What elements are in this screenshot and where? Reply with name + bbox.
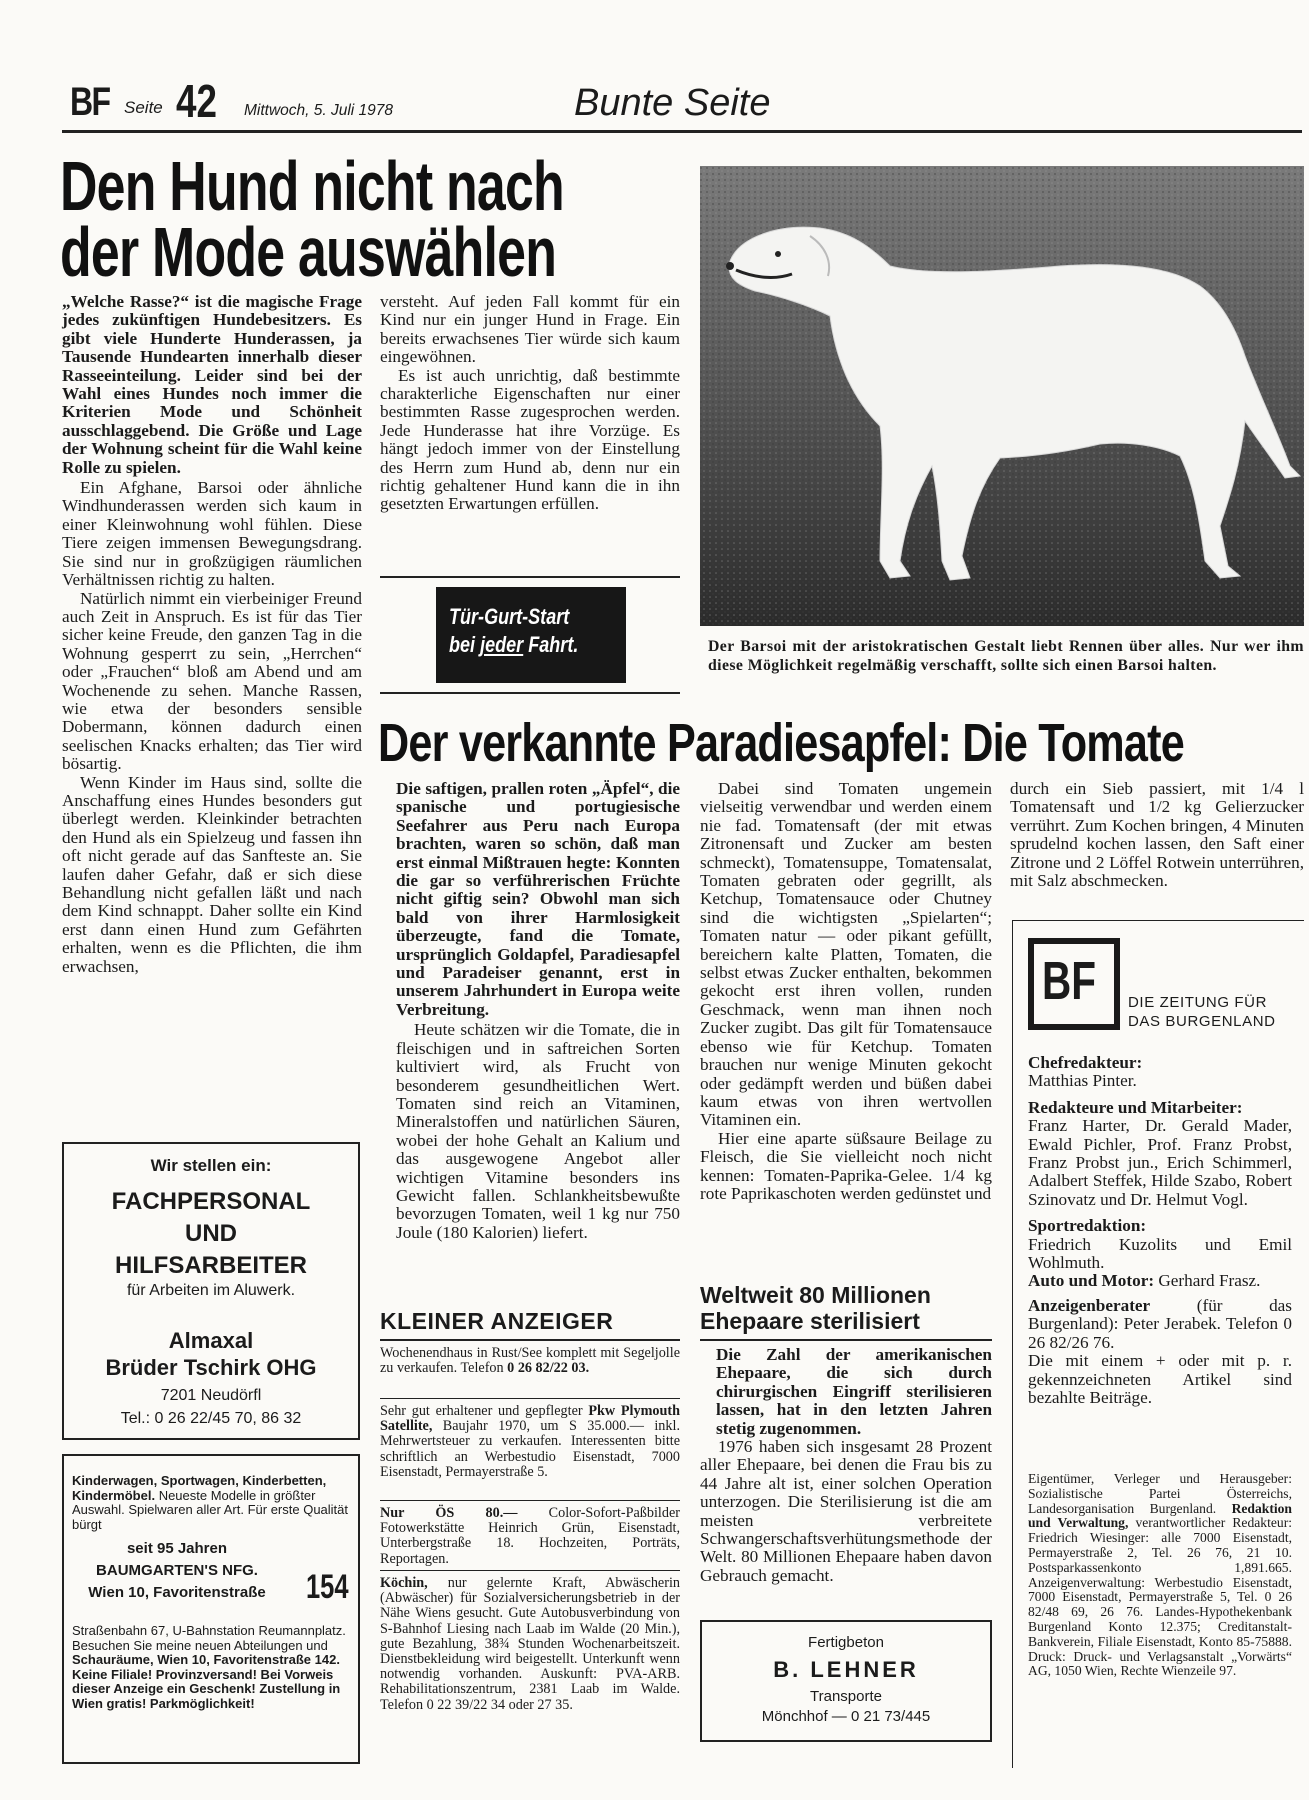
impressum-chief [1028, 1054, 1292, 1072]
article-dog-paragraph: Es ist auch unrichtig, daß bestimmte charakterliche Eigenschaften nur einer bestimmten Rasse zugesprochen werden. Jede Hunderasse hat ihre Vorzüge. Es hängt jedoch immer von der Einstellung des Herrn zum Hund ab, denn nur ein richtig gehaltener Hund kann die in ihn gesetzten Erwartungen erfüllen. [380, 365, 680, 514]
impressum-publisher [1028, 1472, 1292, 1679]
impressum-label: Auto und Motor: [1028, 1271, 1155, 1291]
job-ad-company: Brüder Tschirk OHG [105, 1355, 317, 1380]
classifieds-title: KLEINER ANZEIGER [380, 1308, 614, 1334]
impressum-logo: BF [1042, 951, 1096, 1011]
article-dog-paragraph: versteht. Auf jeden Fall kommt für ein Kind nur ein junger Hund in Frage. Ein bereits erwachsenes Tier würde sich kaum eingewöhnen. [380, 292, 680, 367]
article-tomato-lead: Die saftigen, prallen roten „Äpfel“, die spanische und portugiesische Seefahrer aus Peru nach Europa brachten, waren so schön, daß man erst einmal Mißtrauen hegte: Konnten die gar so verführerischen Früchte nicht giftig sein? Obwohl man sich bald von ihrer Harmlosigkeit überzeugte, fand die Tomate, ursprünglich Goldapfel, Paradiesapfel und Paradeiser genannt, erst in unserem Jahrhundert in Europa weite Verbreitung. [396, 779, 680, 1019]
impressum-note: Die mit einem + oder mit p. r. gekennzeichneten Artikel sind bezahlte Beiträge. [1028, 1351, 1292, 1407]
headline-tomato: Der verkannte Paradiesapfel: Die Tomate [378, 713, 1184, 773]
job-ad-line1: FACHPERSONAL [111, 1188, 311, 1215]
classified-item [380, 1576, 680, 1713]
headline-dog-line2: der Mode auswählen [60, 213, 557, 291]
article-tomato-col3 [1010, 780, 1304, 890]
impressum-label: Chefredakteur: [1028, 1053, 1143, 1072]
lehner-name: B. LEHNER [773, 1657, 919, 1682]
baumgarten-number: 154 [306, 1568, 349, 1606]
impressum-staff-names: Franz Harter, Dr. Gerald Mader, Ewald Pichler, Prof. Franz Probst, Franz Probst jun., Erich Schimmerl, Adalbert Steffek, Hilde Szabo, Robert Szinovatz und Dr. Helmut Vogl. [1028, 1116, 1292, 1209]
section-title: Bunte Seite [574, 82, 771, 124]
article-sterilisation-paragraph: 1976 haben sich insgesamt 28 Prozent aller Ehepaare, bei denen die Frau bis zu 44 Jahre alt ist, einer solchen Operation unterzogen. Die Sterilisierung ist die am meisten verbreitete Schwangerschaftsverhütungsmethode der Welt. 80 Millionen Ehepaare haben davon Gebrauch gemacht. [700, 1437, 992, 1585]
job-ad-city: 7201 Neudörfl [160, 1387, 262, 1404]
lehner-line1: Fertigbeton [808, 1634, 884, 1651]
page-number: 42 [176, 75, 217, 127]
header-rule [62, 130, 1302, 133]
classifieds-rule [380, 1398, 680, 1399]
baumgarten-since: seit 95 Jahren [126, 1540, 228, 1557]
article-dog-paragraph: Wenn Kinder im Haus sind, sollte die Anschaffung eines Hundes besonders gut überlegt werden. Kleinkinder betrachten den Hund als ein Spielzeug und fassen ihn oft nicht gerade auf das Sanfteste an. Sie laufen daher Gefahr, daß er sich diese Behandlung nicht gefallen läßt und nach dem Kind schnappt. Daher sollte ein Kind erst dann einen Hund zum Gefährten erhalten, wenn es die Pflichten, die ihm erwachsen, [62, 772, 362, 976]
photo-caption: Der Barsoi mit der aristokratischen Gestalt liebt Rennen über alles. Nur wer ihm diese Möglichkeit regelmäßig verschafft, sollte sich einen Barsoi halten. [708, 638, 1304, 674]
impressum-ads [1028, 1297, 1292, 1352]
article-tomato-paragraph: durch ein Sieb passiert, mit 1/4 l Tomatensaft und 1/2 kg Gelierzucker verrührt. Zum Kochen bringen, 4 Minuten sprudelnd kochen lassen, den Saft einer Zitrone und 2 Löffel Rotwein unterrühren, mit Salz abschmecken. [1010, 779, 1304, 891]
article-dog-col2 [380, 293, 680, 514]
issue-date: Mittwoch, 5. Juli 1978 [244, 102, 394, 119]
classified-text: Sehr gut erhaltener und gepflegter [380, 1403, 589, 1419]
impressum-sport [1028, 1217, 1292, 1235]
impressum-label: Sportredaktion: [1028, 1216, 1147, 1236]
classified-item [380, 1506, 680, 1567]
lehner-contact: Mönchhof — 0 21 73/445 [761, 1708, 931, 1725]
article-dog-paragraph: Natürlich nimmt ein vierbeiniger Freund auch Zeit in Anspruch. Es ist für das Tier sicher keine Freude, den ganzen Tag in die Wohnung gesperrt zu sein, „Herrchen“ oder „Frauchen“ bloß am Abend und am Wochenende zu sehen. Manche Rassen, wie etwa der besonders sensible Dobermann, können dadurch einen seelischen Knacks erhalten; das Tier wird bösartig. [62, 588, 362, 774]
impressum-tagline: DAS BURGENLAND [1128, 1013, 1276, 1030]
article-tomato-paragraph: Hier eine aparte süßsaure Beilage zu Fleisch, die Sie vielleicht noch nicht kennen: Tomaten-Paprika-Gelee. 1/4 kg rote Paprikaschoten werden gedünstet und [700, 1128, 992, 1203]
job-ad-phone: Tel.: 0 26 22/45 70, 86 32 [120, 1410, 302, 1427]
classified-bold: Köchin, [380, 1575, 428, 1591]
impressum-text [1028, 1054, 1292, 1407]
article-dog-lead: „Welche Rasse?“ ist die magische Frage jedes zukünftigen Hundebesitzers. Es gibt viele Hunderte Hunderassen, ja Tausende Hundearten innerhalb dieser Rasseeinteilung. Leider sind bei der Wahl eines Hundes noch immer die Kriterien Mode und Schönheit ausschlaggebend. Die Größe und Lage der Wohnung scheint für die Wahl keine Rolle zu spielen. [62, 292, 362, 477]
classifieds-rule [380, 1339, 680, 1341]
masthead-logo: BF [70, 80, 110, 124]
classifieds-rule [380, 1570, 680, 1571]
job-ad-line3: HILFSARBEITER [115, 1252, 307, 1279]
column-rule [700, 1339, 992, 1341]
classified-text: nur gelernte Kraft, Abwäscherin (Abwäscher) für Sozialversicherungsbetrieb in der Nähe Wiens gesucht. Gute Autobusverbindung von S-Bahnhof Liesing nach Laab im Walde (20 Min.), gute Bezahlung, 38¾ Stunden Wochenarbeitszeit. Dienstbekleidung wird beigestellt. Unterkunft wenn notwendig vorhanden. Auskunft: PVA-ARB. Rehabilitationszentrum, 2381 Laab im Walde. Telefon 0 22 39/22 34 oder 27 35. [380, 1575, 680, 1713]
classified-bold: Pkw Plymouth Satellite, [380, 1403, 680, 1435]
job-ad-line2: UND [185, 1220, 237, 1247]
article-tomato-paragraph: Heute schätzen wir die Tomate, die in fleischigen und in saftreichen Sorten kultiviert wird, als Frucht von besonderem gesundheitlichen Wert. Tomaten sind reich an Vitaminen, Mineralstoffen und natürlichen Säuren, wobei der hohe Gehalt an Kalium und das ausgewogene Angebot aller wichtigen Vitamine besonders ins Gewicht fallen. Schlankheitsbewußte bevorzugen Tomaten, weil 1 kg nur 750 Joule (180 Kalorien) liefert. [396, 1020, 680, 1242]
job-ad-intro: Wir stellen ein: [150, 1156, 272, 1175]
job-ad-company: Almaxal [168, 1328, 254, 1353]
article-dog-paragraph: Ein Afghane, Barsoi oder ähnliche Windhunderassen werden sich kaum in einer Kleinwohnung wohl fühlen. Diese Tiere zeigen immensen Bewegungsdrang. Sie sind nur in großzügigen räumlichen Verhältnissen richtig zu halten. [62, 478, 362, 590]
job-ad-sub: für Arbeiten im Aluwerk. [126, 1282, 296, 1299]
headline-sterilisation-line1: Weltweit 80 Millionen [700, 1282, 931, 1308]
baumgarten-body-bold: Schauräume, Wien 10, Favoritenstraße 142. Keine Filiale! Provinzversand! Bei Vorweis dieser Anzeige ein Geschenk! Zustellung in Wien gratis! Parkmöglichkeit! [72, 1652, 341, 1711]
impressum-sport-names: Friedrich Kuzolits und Emil Wohlmuth. [1028, 1234, 1292, 1273]
baumgarten-intro-text: Neueste Modelle in größter Auswahl. Spielwaren aller Art. Für erste Qualität bürgt [72, 1487, 349, 1532]
classified-item [380, 1404, 680, 1480]
column-rule [380, 576, 680, 578]
classified-text: Wochenendhaus in Rust/See komplett mit Segeljolle zu verkaufen. Telefon [380, 1345, 680, 1377]
impressum-label: Redakteure und Mitarbeiter: [1028, 1097, 1243, 1117]
page-label: Seite [124, 98, 163, 117]
headline-sterilisation-line2: Ehepaare sterilisiert [700, 1308, 920, 1334]
article-dog-col1 [62, 293, 362, 976]
impressum-tagline: DIE ZEITUNG FÜR [1128, 994, 1267, 1011]
article-sterilisation [700, 1346, 992, 1585]
impressum-staff [1028, 1099, 1292, 1117]
impressum-auto [1028, 1272, 1292, 1290]
article-tomato-paragraph: Dabei sind Tomaten ungemein vielseitig verwendbar und werden einem nie fad. Tomatensaft (der mit etwas Zitronensaft und Zucker am besten schmeckt), Tomatensuppe, Tomatensalat, Tomaten gebraten oder gegrillt, als Ketchup, Tomatensauce oder Chutney sind die wichtigsten „Spielarten“; Tomaten natur — oder pikant gefüllt, bereichern kalte Platten, Tomaten, die selbst etwas Zucker enthalten, bekommen gekocht erst ihren vollen, runden Geschmack, wenn man ihnen noch Zucker zugibt. Das gilt für Tomatensauce ebenso wie für Ketchup. Tomaten brauchen nur wenige Minuten gekocht oder gedämpft werden und büßen dabei kaum etwas von ihren wertvollen Vitaminen ein. [700, 779, 992, 1130]
classified-bold: 0 26 82/22 03. [507, 1360, 590, 1377]
baumgarten-name: BAUMGARTEN'S NFG. [96, 1562, 258, 1579]
classified-bold: Nur ÖS 80.— [380, 1505, 518, 1521]
barsoi-illustration [700, 166, 1304, 626]
impressum-auto-name: Gerhard Frasz. [1158, 1271, 1261, 1291]
classified-text: Baujahr 1970, um S 35.000.— inkl. Mehrwertsteuer zu verkaufen. Interessenten bitte schriftlich an Werbestudio Eisenstadt, 7000 Eisenstadt, Permayerstraße 5. [380, 1418, 680, 1480]
baumgarten-intro [72, 1474, 350, 1532]
slogan-text: bei [449, 632, 481, 657]
baumgarten-address: Wien 10, Favoritenstraße [88, 1584, 266, 1601]
slogan-emphasis: jeder [480, 632, 524, 657]
impressum-publisher-bold: Redaktion und Verwaltung, [1028, 1500, 1292, 1531]
slogan-line1: Tür-Gurt-Start [449, 604, 570, 629]
slogan-line2 [449, 632, 578, 658]
impressum-ads-text: (für das Burgenland): Peter Jerabek. Telefon 0 26 82/26 76. [1028, 1295, 1292, 1352]
headline-dog-line1: Den Hund nicht nach [60, 147, 564, 225]
impressum-chief-name: Matthias Pinter. [1028, 1071, 1137, 1091]
slogan-text: Fahrt. [523, 632, 579, 657]
impressum-publisher-text: verantwortlicher Redakteur: Friedrich Wiesinger: alle 7000 Eisenstadt, Permayerstraße 2, Tel. 26 76, 21 10. Postsparkassenkonto 1,891.665. Anzeigenverwaltung: Werbestudio Eisenstadt, 7000 Eisenstadt, Permayerstraße 5, Tel. 0 26 82/48 69, 26 76. Landes-Hypothekenbank Burgenland Konto 12.375; Creditanstalt-Bankverein, Filiale Eisenstadt, Konto 85-75888. Druck: Druck- und Verlagsanstalt „Vorwärts“ AG, 1050 Wien, Rechte Wienzeile 97. [1028, 1515, 1293, 1679]
column-rule [380, 692, 680, 694]
baumgarten-body [72, 1624, 350, 1711]
classified-text: Color-Sofort-Paßbilder Fotowerkstätte Heinrich Grün, Eisenstadt, Unterbergstraße 18. Hochzeiten, Porträts, Reportagen. [380, 1505, 680, 1567]
article-tomato-col2 [700, 780, 992, 1203]
article-sterilisation-lead: Die Zahl der amerikanischen Ehepaare, die sich durch chirurgischen Eingriff sterilisieren lassen, hat in den letzten Jahren stetig zugenommen. [716, 1345, 992, 1438]
classifieds-rule [380, 1500, 680, 1501]
impressum-publisher-text: Eigentümer, Verleger und Herausgeber: Sozialistische Partei Österreichs, Landesorganisation Burgenland. [1028, 1471, 1292, 1516]
article-tomato-col1 [396, 780, 680, 1242]
impressum-label: Anzeigenberater [1028, 1295, 1151, 1315]
dog-photo [700, 166, 1304, 626]
baumgarten-body-text: Straßenbahn 67, U-Bahnstation Reumannplatz. Besuchen Sie meine neuen Abteilungen und [72, 1623, 346, 1653]
classified-item [380, 1346, 680, 1376]
lehner-line3: Transporte [810, 1688, 882, 1705]
baumgarten-intro-bold: Kinderwagen, Sportwagen, Kinderbetten, Kindermöbel. [72, 1473, 327, 1503]
